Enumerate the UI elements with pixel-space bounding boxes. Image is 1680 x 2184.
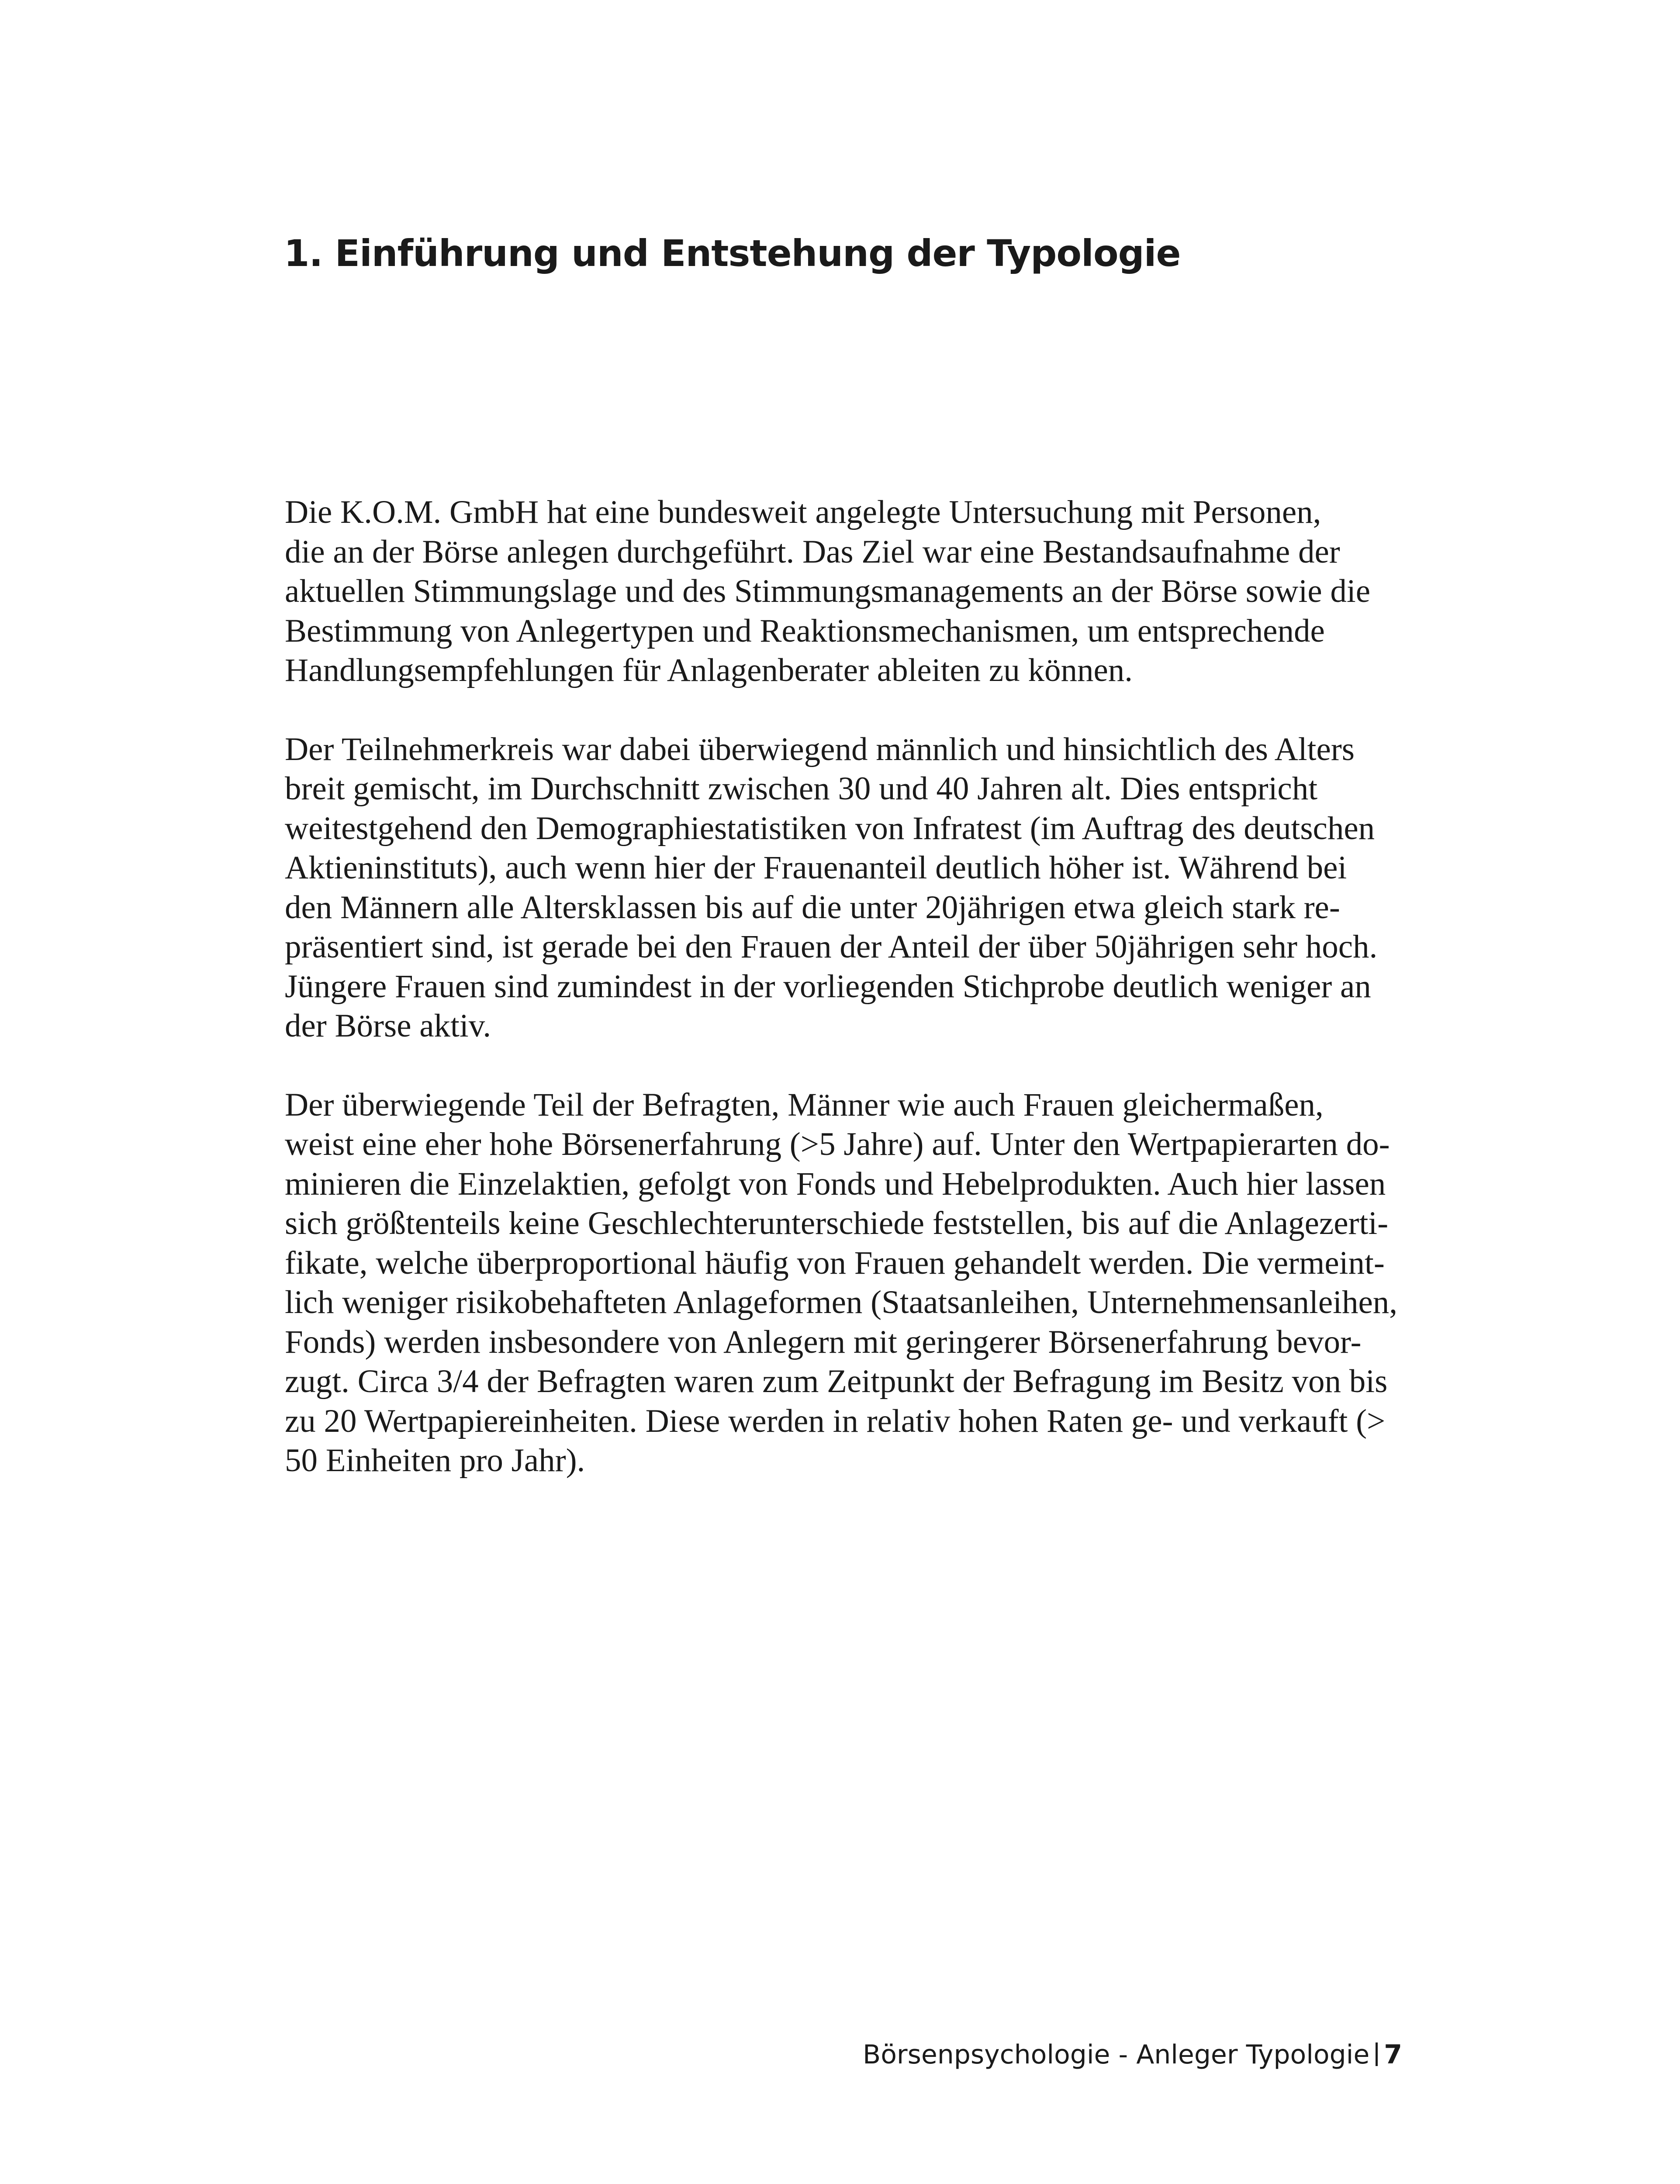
text-line: Aktieninstituts), auch wenn hier der Frauenanteil deutlich höher ist. Während bei (285, 850, 1347, 886)
paragraph-1 (285, 493, 1412, 691)
text-line: Fonds) werden insbesondere von Anlegern mit geringerer Börsenerfahrung bevor- (285, 1324, 1362, 1360)
text-line: weist eine eher hohe Börsenerfahrung (>5 Jahre) auf. Unter den Wertpapierarten do- (285, 1126, 1390, 1162)
text-line: Handlungsempfehlungen für Anlagenberater ableiten zu können. (285, 652, 1133, 688)
text-line: fikate, welche überproportional häufig von Frauen gehandelt werden. Die vermeint- (285, 1244, 1385, 1281)
text-line: der Börse aktiv. (285, 1008, 491, 1044)
text-line: präsentiert sind, ist gerade bei den Frauen der Anteil der über 50jährigen sehr hoch. (285, 929, 1378, 965)
text-line: breit gemischt, im Durchschnitt zwischen 30 und 40 Jahren alt. Dies entspricht (285, 771, 1318, 807)
running-title: Börsenpsychologie - Anleger Typologie (863, 2039, 1370, 2070)
text-line: Die K.O.M. GmbH hat eine bundesweit angelegte Untersuchung mit Personen, (285, 494, 1321, 530)
text-line: sich größtenteils keine Geschlechterunterschiede feststellen, bis auf die Anlagezerti- (285, 1205, 1389, 1241)
paragraph-3 (285, 1085, 1412, 1481)
body-text (285, 493, 1412, 1481)
text-line: lich weniger risikobehafteten Anlageformen (Staatsanleihen, Unternehmensanleihen, (285, 1284, 1397, 1320)
text-line: die an der Börse anlegen durchgeführt. Das Ziel war eine Bestandsaufnahme der (285, 533, 1340, 570)
text-line: zu 20 Wertpapiereinheiten. Diese werden in relativ hohen Raten ge- und verkauft (> (285, 1403, 1386, 1439)
text-line: Jüngere Frauen sind zumindest in der vorliegenden Stichprobe deutlich weniger an (285, 968, 1371, 1005)
text-line: Der Teilnehmerkreis war dabei überwiegend männlich und hinsichtlich des Alters (285, 731, 1355, 767)
text-line: weitestgehend den Demographiestatistiken von Infratest (im Auftrag des deutschen (285, 810, 1375, 847)
page-footer (863, 2039, 1402, 2070)
text-line: zugt. Circa 3/4 der Befragten waren zum Zeitpunkt der Befragung im Besitz von bis (285, 1363, 1388, 1400)
text-line: 50 Einheiten pro Jahr). (285, 1442, 585, 1479)
text-line: den Männern alle Altersklassen bis auf die unter 20jährigen etwa gleich stark re- (285, 889, 1340, 926)
chapter-title: 1. Einführung und Entstehung der Typologie (284, 232, 1181, 275)
text-line: aktuellen Stimmungslage und des Stimmungsmanagements an der Börse sowie die (285, 573, 1370, 609)
text-line: Bestimmung von Anlegertypen und Reaktionsmechanismen, um entsprechende (285, 612, 1325, 649)
page-number: 7 (1384, 2039, 1402, 2070)
text-line: Der überwiegende Teil der Befragten, Männer wie auch Frauen gleichermaßen, (285, 1086, 1324, 1123)
footer-separator (1376, 2042, 1378, 2066)
text-line: minieren die Einzelaktien, gefolgt von Fonds und Hebelprodukten. Auch hier lassen (285, 1165, 1386, 1202)
paragraph-2 (285, 730, 1412, 1046)
